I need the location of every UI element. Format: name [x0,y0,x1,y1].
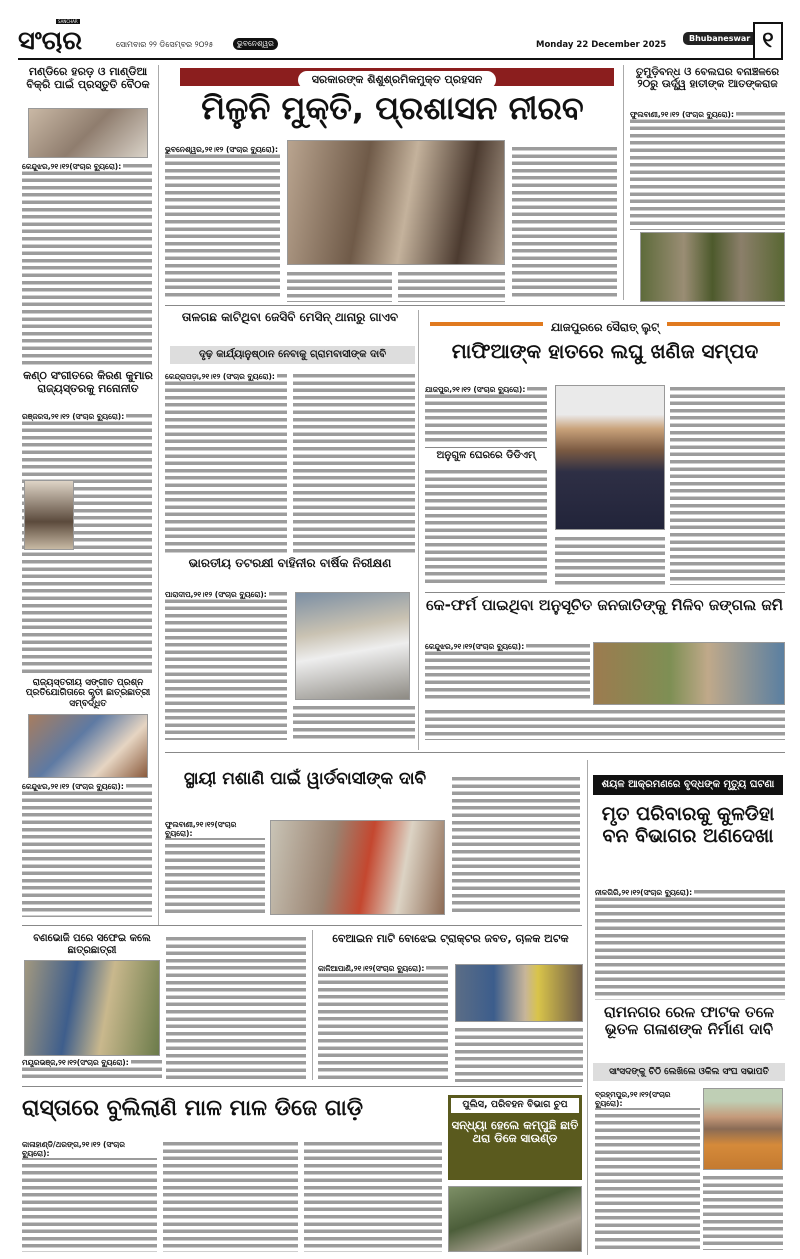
logo-small: SANCHAR [58,19,78,24]
headline: ବଣଭୋଜି ପରେ ସଫେଇ କଲେ ଛାତ୍ରଛାତ୍ରୀ [33,933,151,956]
mafia-kicker: ଯାଜପୁରରେ ସୈରାତ୍ ଲୁଟ୍ [430,316,780,332]
article-body: ଫୁଲବାଣୀ,୨୧।୧୨(ସଂଚାର ବ୍ୟୁରୋ): [165,820,265,915]
article-body: କେନ୍ଦୁଝର,୨୧।୧୨ (ସଂଚାର ବ୍ୟୁରୋ): [22,782,152,917]
headline: ବେଆଇନ ମାଟି ବୋଝେଇ ଟ୍ରାକ୍ଟର ଜବତ, ଚାଳକ ଅଟକ [332,932,569,945]
article-body [455,1026,583,1082]
masthead [18,19,783,60]
article-body: ଭୁବନେଶ୍ୱର,୨୧।୧୨ (ସଂଚାର ବ୍ୟୁରୋ): [165,145,280,300]
article-body: କାଳାହାଣ୍ଡି/ଥରଙ୍ଗ,୨୧।୧୨ (ସଂଚାର ବ୍ୟୁରୋ): [22,1140,157,1252]
article-body: କାଳିଆପାଣି,୨୧।୧୨(ସଂଚାର ବ୍ୟୁରୋ): [318,964,448,1082]
headline: ତାଳଗଛ କାଟିଥିବା ଜେସିବି ମେସିନ୍ ଥାନାରୁ ଗାଏବ [181,310,399,324]
lawyer-portrait-photo [703,1088,783,1170]
students-photo [28,714,148,778]
article-body: ପାରାଦୀପ,୨୧।୧୨ (ସଂଚାର ବ୍ୟୁରୋ): [165,590,287,740]
headline: ତୁମୁଡ଼ିବନ୍ଧ ଓ ବେଲଘର ବନାଞ୍ଚଳରେ ୨୦ରୁ ଊର୍ଦ୍ଧ୍ୱ ହାତୀଙ୍କ ଆତଙ୍କରାଜ [635,66,780,91]
article-body: କେନ୍ଦ୍ରାପଡ଼ା,୨୧।୧୨ (ସଂଚାର ବ୍ୟୁରୋ): [165,372,287,553]
article-body [398,270,505,302]
article-body: ମୟୂରଭଞ୍ଜ,୨୧।୧୨(ସଂଚାର ବ୍ୟୁରୋ): [22,1058,162,1082]
article-body [425,708,785,740]
top-story-kicker: ସରକାରଙ୍କ ଶିଶୁଶ୍ରମିକମୁକ୍ତ ପ୍ରହସନ [180,68,614,86]
article-body: ଯାଜପୁର,୨୧।୧୨ (ସଂଚାର ବ୍ୟୁରୋ): [425,385,547,443]
article-body: କେନ୍ଦୁଝର,୨୧।୧୨(ସଂଚାର ବ୍ୟୁରୋ): [22,162,152,365]
elephants-photo [640,232,785,302]
article-body: ନୀଳଗିରି,୨୧।୧୨(ସଂଚାର ବ୍ୟୁରୋ): [595,888,785,1000]
headline: କଣ୍ଠ ସଂଗୀତରେ କିରଣ କୁମାର ରାଜ୍ୟସ୍ତରକୁ ମନୋନୀତ [23,369,153,395]
article-body [163,1140,298,1252]
article-body [452,775,580,915]
portrait-photo [24,480,74,550]
headline: ଭାରତୀୟ ତଟରକ୍ଷୀ ବାହିନୀର ବାର୍ଷିକ ନିରୀକ୍ଷଣ [188,556,392,570]
headline: ରାମନଗର ରେଳ ଫାଟକ ତଳେ ଭୂତଳ ଗଳାଶଙ୍କ ନିର୍ମାଣ ଦାବି [603,1003,775,1039]
article-body [425,468,547,585]
dj-vehicle-photo [448,1186,582,1252]
page-number: ୧ [753,22,783,60]
article-body [287,270,392,302]
english-date: Monday 22 December 2025 [536,40,667,50]
coastguard-parade-photo [295,592,410,700]
tractor-photo [455,964,583,1022]
article-body [703,1174,783,1250]
article-body: ଫୁଲବାଣୀ,୨୧।୧୨ (ସଂଚାର ବ୍ୟୁରୋ): [630,110,785,230]
article-body: କେନ୍ଦୁଝର,୨୧।୧୨(ସଂଚାର ବ୍ୟୁରୋ): [425,642,590,702]
dj-sidebar-box [448,1095,582,1180]
headline: ସ୍ଥାୟୀ ମଶାଣି ପାଇଁ ୱାର୍ଡବାସୀଙ୍କ ଦାବି [183,769,427,789]
article-body [293,704,415,740]
article-body [555,535,665,585]
subhead: ସାଂସଦଙ୍କୁ ଚିଠି ଲେଖିଲେ ଓକିଲ ସଂଘ ସଭାପତି [593,1063,785,1081]
logo: ସଂଚାର [18,26,83,56]
headline: କେ-ଫର୍ମ ପାଇଥିବା ଅନୁସୂଚିତ ଜନଜାତିଙ୍କୁ ମିଳିବ ଜଙ୍ଗଲ ଜମି [426,596,783,614]
article-body: ରଞ୍ଜରସ,୨୧।୧୨ (ସଂଚାର ବ୍ୟୁରୋ): [22,412,152,674]
jackal-label: ଶୟଳ ଆକ୍ରମଣରେ ବୃଦ୍ଧଙ୍କ ମୃତ୍ୟୁ ଘଟଣା [593,775,783,795]
article-body [293,372,415,553]
subhead: ଅନୁଗୁଳ ଘେରରେ ଡିଡିଏମ୍ [425,447,547,462]
headline: ରାସ୍ତାରେ ବୁଲିଲାଣି ମାଳ ମାଳ ଡିଜେ ଗାଡ଼ି [22,1096,364,1121]
headline: ମଣ୍ଡିରେ ହରଡ଼ ଓ ମାଣ୍ଡିଆ ବିକ୍ରି ପାଇଁ ପ୍ରସ୍ତୁତି ବୈଠକ [26,65,150,91]
city-badge: Bhubaneswar [683,32,770,45]
odia-date: ସୋମବାର ୨୨ ଡିସେମ୍ବର ୨୦୨୫ [116,40,214,49]
headline: ମୃତ ପରିବାରକୁ କୁଳଡିହା ବନ ବିଭାଗର ଅଣଦେଖା [601,803,775,847]
child-labour-photo [287,140,505,265]
meeting-photo [28,108,148,158]
article-body [670,385,785,585]
article-body [304,1140,442,1252]
article-body [512,145,617,300]
box-kicker: ପୁଲିସ, ପରିବହନ ବିଭାଗ ଚୁପ [451,1098,579,1113]
official-portrait-photo [555,385,665,530]
protest-photo [270,820,445,915]
subhead: ଦୃଢ଼ କାର୍ଯ୍ୟାନୁଷ୍ଠାନ ନେବାକୁ ଗ୍ରାମବାସୀଙ୍କ ଦାବି [170,346,415,364]
edition-badge: ଭୁବନେଶ୍ୱର [233,38,278,50]
article-body [166,935,306,1082]
headline: ମାଫିଆଙ୍କ ହାତରେ ଲଘୁ ଖଣିଜ ସମ୍ପଦ [451,339,759,363]
top-story-headline: ମିଳୁନି ମୁକ୍ତି, ପ୍ରଶାସନ ନୀରବ [201,89,584,127]
students-cleanup-photo [24,960,160,1056]
headline: ରାଜ୍ୟସ୍ତରୀୟ ସଙ୍ଗୀତ ପ୍ରଶ୍ନ ପ୍ରତିଯୋଗିତାରେ କୃତୀ ଛାତ୍ରଛାତ୍ରୀ ସମ୍ବର୍ଦ୍ଧିତ [25,678,151,709]
meeting-outdoor-photo [593,642,785,705]
box-text: ସନ୍ଧ୍ୟା ହେଲେ କମ୍ପୁଛି ଛାତି ଥରା ଡିଜେ ସାଉଣ୍ଡ [451,1117,579,1146]
article-body: ବ୍ରହ୍ମପୁର,୨୧।୧୨(ସଂଚାର ବ୍ୟୁରୋ): [595,1090,700,1250]
